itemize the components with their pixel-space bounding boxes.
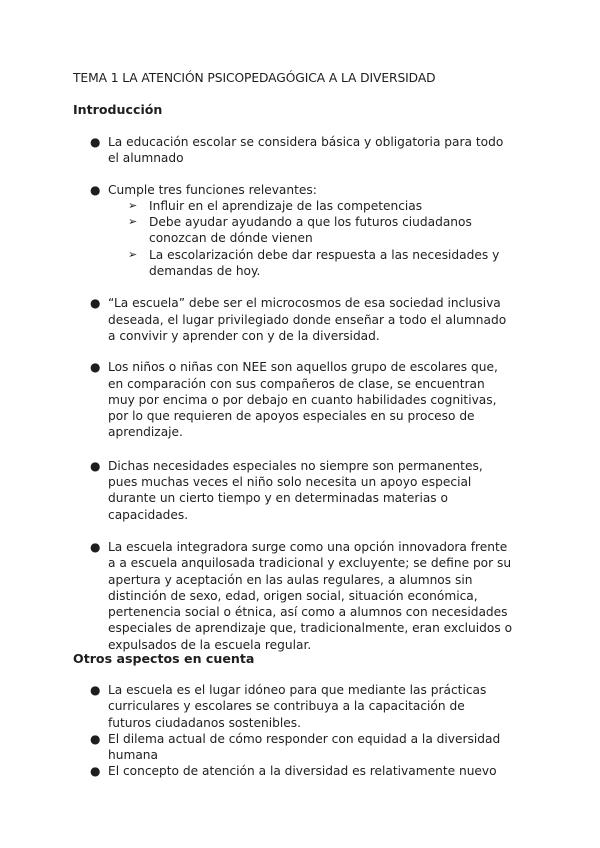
text-line: distinción de sexo, edad, origen social, situación económica, <box>108 588 478 603</box>
text-line: “La escuela” debe ser el microcosmos de esa sociedad inclusiva <box>108 296 501 311</box>
list-item <box>0 682 528 731</box>
arrow-bullet-icon: ➢ <box>128 198 138 212</box>
text-line: demandas de hoy. <box>149 264 261 279</box>
text-line: aprendizaje. <box>108 425 183 440</box>
bullet-list-introduccion <box>0 134 600 653</box>
bullet-icon: ● <box>90 731 101 746</box>
text-line: Influir en el aprendizaje de las competencias <box>149 198 423 213</box>
text-line: humana <box>108 748 158 763</box>
list-item <box>0 539 528 653</box>
text-line: durante un cierto tiempo y en determinadas materias o <box>108 491 448 506</box>
text-line: deseada, el lugar privilegiado donde enseñar a todo el alumnado <box>108 312 507 327</box>
text-line: pues muchas veces el niño solo necesita un apoyo especial <box>108 475 472 490</box>
bullet-icon: ● <box>90 296 101 311</box>
text-line: el alumnado <box>108 151 184 166</box>
text-line: por lo que requieren de apoyos especiales en su proceso de <box>108 409 475 424</box>
bullet-icon: ● <box>90 458 101 473</box>
bullet-list-otros-aspectos <box>0 682 600 780</box>
arrow-bullet-icon: ➢ <box>128 247 138 261</box>
list-item <box>0 295 528 344</box>
text-line: en comparación con sus compañeros de clase, se encuentran <box>108 376 485 391</box>
section-heading-introduccion: Introducción <box>73 102 163 117</box>
text-line: capacidades. <box>108 507 189 522</box>
bullet-icon: ● <box>90 539 101 554</box>
text-line: El concepto de atención a la diversidad es relativamente nuevo <box>108 764 497 779</box>
arrow-bullet-icon: ➢ <box>128 215 138 229</box>
text-line: a convivir y aprender con y de la diversidad. <box>108 328 380 343</box>
bullet-icon: ● <box>90 182 101 197</box>
text-line: Dichas necesidades especiales no siempre son permanentes, <box>108 458 483 473</box>
text-line: Debe ayudar ayudando a que los futuros ciudadanos <box>149 215 472 230</box>
text-line: especiales de aprendizaje que, tradicionalmente, eran excluidos o <box>108 621 513 636</box>
text-line: pertenencia social o étnica, así como a alumnos con necesidades <box>108 605 508 620</box>
text-line: La escuela integradora surge como una opción innovadora frente <box>108 539 508 554</box>
list-item <box>0 134 528 167</box>
text-line: El dilema actual de cómo responder con equidad a la diversidad <box>108 731 501 746</box>
text-line: conozcan de dónde vienen <box>149 231 313 246</box>
text-line: La escolarización debe dar respuesta a las necesidades y <box>149 247 500 262</box>
list-item <box>0 182 528 280</box>
section-heading-otros-aspectos: Otros aspectos en cuenta <box>73 651 255 666</box>
text-line: Los niños o niñas con NEE son aquellos grupo de escolares que, <box>108 360 498 375</box>
list-item <box>0 458 528 523</box>
text-line: La educación escolar se considera básica y obligatoria para todo <box>108 135 504 149</box>
list-item <box>0 359 528 440</box>
text-line: muy por encima o por debajo en cuanto habilidades cognitivas, <box>108 392 497 407</box>
list-item <box>0 763 528 779</box>
sub-list-item <box>128 247 528 280</box>
document-title: TEMA 1 LA ATENCIÓN PSICOPEDAGÓGICA A LA DIVERSIDAD <box>73 71 436 85</box>
list-item <box>0 731 528 764</box>
bullet-icon: ● <box>90 764 101 779</box>
sub-list-item <box>128 198 528 214</box>
sub-list <box>128 198 528 279</box>
text-line: expulsados de la escuela regular. <box>108 637 312 652</box>
text-line: La escuela es el lugar idóneo para que mediante las prácticas <box>108 683 487 697</box>
text-line: a a escuela anquilosada tradicional y excluyente; se define por su <box>108 556 512 571</box>
text-line: Cumple tres funciones relevantes: <box>108 182 317 197</box>
sub-list-item <box>128 214 528 247</box>
text-line: apertura y aceptación en las aulas regulares, a alumnos sin <box>108 572 473 587</box>
bullet-icon: ● <box>90 360 101 375</box>
bullet-icon: ● <box>90 683 101 697</box>
bullet-icon: ● <box>90 135 101 149</box>
text-line: curriculares y escolares se contribuya a la capacitación de <box>108 699 465 714</box>
text-line: futuros ciudadanos sostenibles. <box>108 715 301 730</box>
